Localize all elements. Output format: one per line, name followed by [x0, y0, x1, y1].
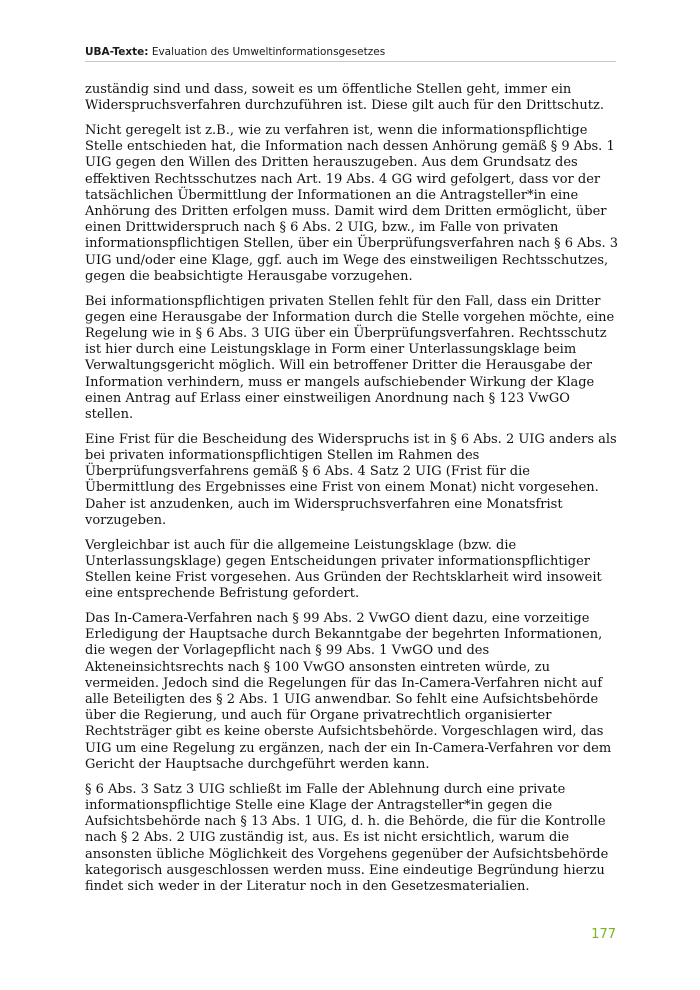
paragraph: Nicht geregelt ist z.B., wie zu verfahren ist, wenn die informationspflichtige Stelle entschieden hat, die Information nach dessen Anhörung gemäß § 9 Abs. 1 UIG gegen den Willen des Dritten herauszugeben. Aus dem Grundsatz des effektiven Rechtsschutzes nach Art. 19 Abs. 4 GG wird gefolgert, dass vor der tatsächlichen Übermittlung der Informationen an die Antragsteller*in eine Anhörung des Dritten erfolgen muss. Damit wird dem Dritten ermöglicht, über einen Drittwiderspruch nach § 6 Abs. 2 UIG, bzw., im Falle von privaten informationspflichtigen Stellen, über ein Überprüfungsverfahren nach § 6 Abs. 3 UIG und/oder eine Klage, ggf. auch im Wege des einstweiligen Rechtsschutzes, gegen die beabsichtigte Herausgabe vorzugehen. [85, 123, 619, 284]
running-header [85, 46, 616, 62]
paragraph: Eine Frist für die Bescheidung des Widerspruchs ist in § 6 Abs. 2 UIG anders als bei privaten informationspflichtigen Stellen im Rahmen des Überprüfungsverfahrens gemäß § 6 Abs. 4 Satz 2 UIG (Frist für die Übermittlung des Ergebnisses eine Frist von einem Monat) nicht vorgesehen. Daher ist anzudenken, auch im Widerspruchsverfahren eine Monatsfrist vorzugeben. [85, 431, 617, 528]
body-text [85, 82, 621, 904]
header-title: Evaluation des Umweltinformationsgesetzes [148, 46, 386, 58]
paragraph: § 6 Abs. 3 Satz 3 UIG schließt im Falle der Ablehnung durch eine private informationspflichtige Stelle eine Klage der Antragsteller*in gegen die Aufsichtsbehörde nach § 13 Abs. 1 UIG, d. h. die Behörde, die für die Kontrolle nach § 2 Abs. 2 UIG zuständig ist, aus. Es ist nicht ersichtlich, warum die ansonsten übliche Möglichkeit des Vorgehens gegenüber der Aufsichtsbehörde kategorisch ausgeschlossen werden muss. Eine eindeutige Begründung hierzu findet sich weder in der Literatur noch in den Gesetzesmaterialien. [85, 781, 609, 894]
paragraph: zuständig sind und dass, soweit es um öffentliche Stellen geht, immer ein Widerspruchsverfahren durchzuführen ist. Diese gilt auch für den Drittschutz. [85, 82, 604, 114]
paragraph: Bei informationspflichtigen privaten Stellen fehlt für den Fall, dass ein Dritter gegen eine Herausgabe der Information durch die Stelle vorgehen möchte, eine Regelung wie in § 6 Abs. 3 UIG über ein Überprüfungsverfahren. Rechtsschutz ist hier durch eine Leistungsklage in Form einer Unterlassungsklage beim Verwaltungsgericht möglich. Will ein betroffener Dritter die Herausgabe der Information verhindern, muss er mangels aufschiebender Wirkung der Klage einen Antrag auf Erlass einer einstweiligen Anordnung nach § 123 VwGO stellen. [85, 293, 615, 423]
paragraph: Vergleichbar ist auch für die allgemeine Leistungsklage (bzw. die Unterlassungsklage) gegen Entscheidungen privater informationspflichtiger Stellen keine Frist vorgesehen. Aus Gründen der Rechtsklarheit wird insoweit eine entsprechende Befristung gefordert. [85, 537, 602, 602]
page-number: 177 [591, 927, 616, 942]
paragraph: Das In-Camera-Verfahren nach § 99 Abs. 2 VwGO dient dazu, eine vorzeitige Erledigung der Hauptsache durch Bekanntgabe der begehrten Informationen, die wegen der Vorlagepflicht nach § 99 Abs. 1 VwGO und des Akteneinsichtsrechts nach § 100 VwGO ansonsten eintreten würde, zu vermeiden. Jedoch sind die Regelungen für das In-Camera-Verfahren nicht auf alle Beteiligten des § 2 Abs. 1 UIG anwendbar. So fehlt eine Aufsichtsbehörde über die Regierung, und auch für Organe privatrechtlich organisierter Rechtsträger gibt es keine oberste Aufsichtsbehörde. Vorgeschlagen wird, das UIG um eine Regelung zu ergänzen, nach der ein In-Camera-Verfahren vor dem Gericht der Hauptsache durchgeführt werden kann. [85, 611, 612, 772]
header-series: UBA-Texte: [85, 46, 149, 58]
